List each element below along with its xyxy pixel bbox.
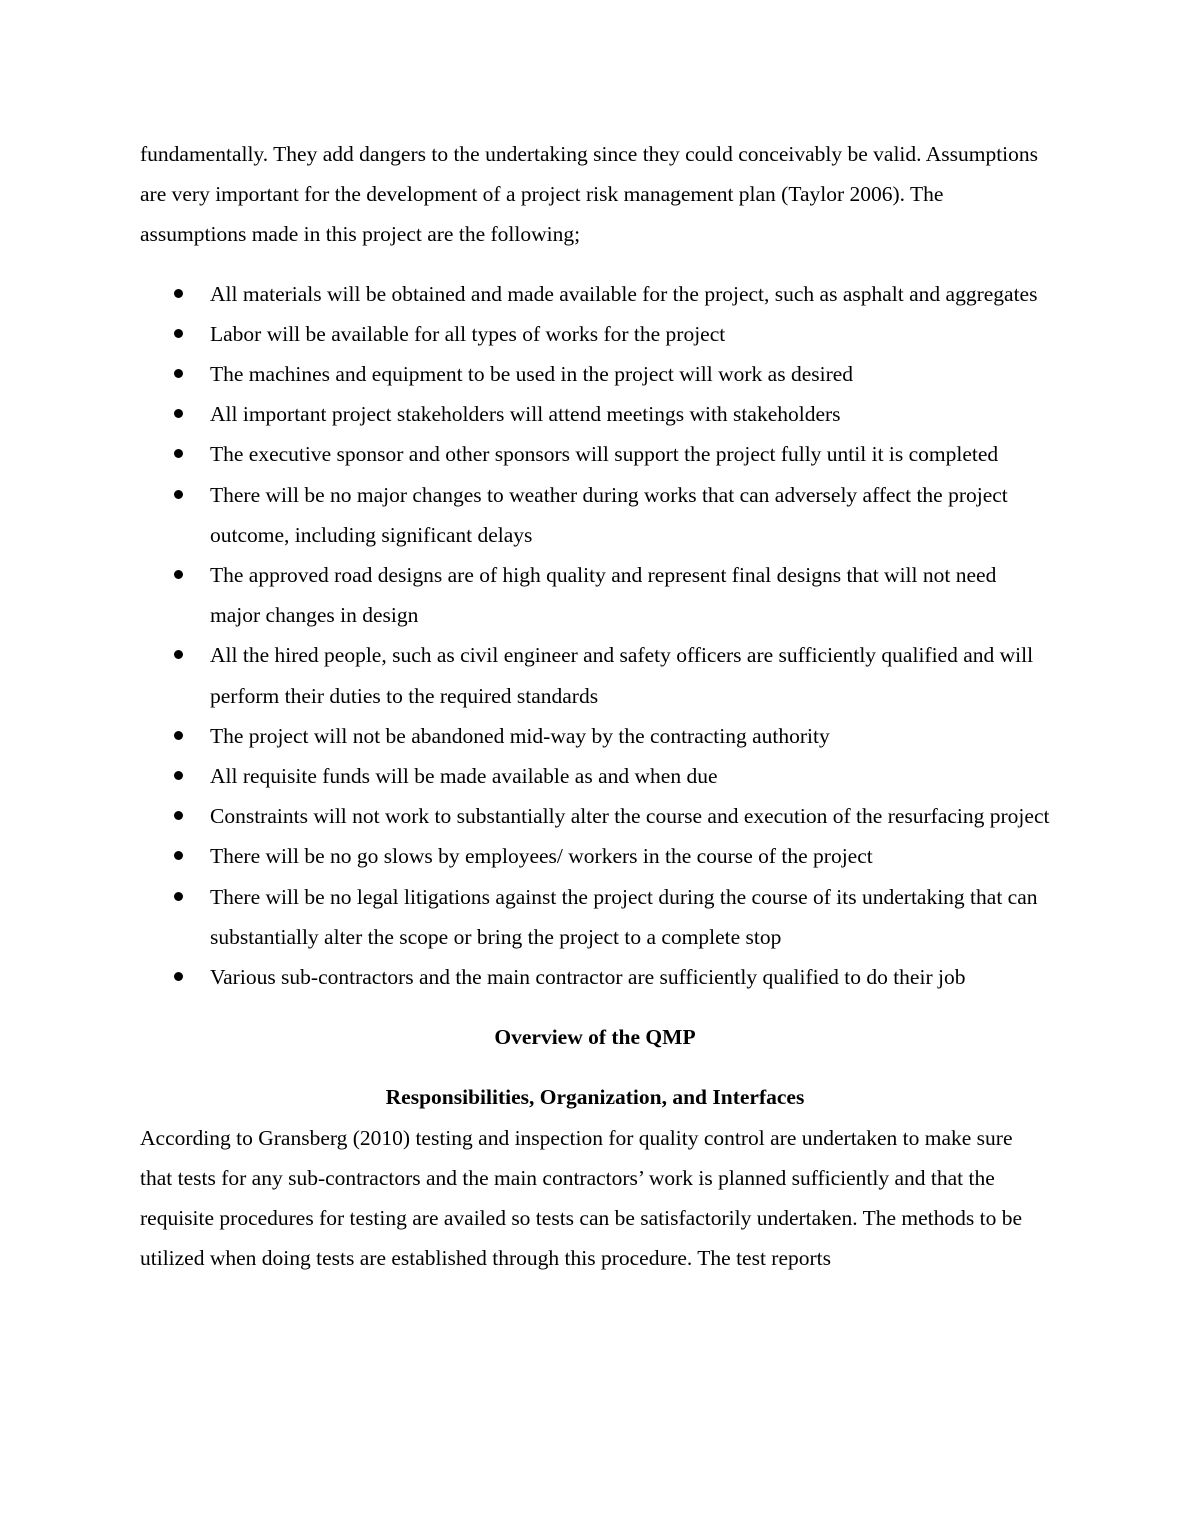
bullet-icon [174,771,183,780]
list-item [140,877,1050,957]
bullet-icon [174,289,183,298]
list-item [140,635,1050,715]
bullet-icon [174,731,183,740]
list-item-text: The machines and equipment to be used in the project will work as desired [210,362,854,387]
list-item-text: All important project stakeholders will attend meetings with stakeholders [210,402,841,427]
list-item [140,354,1050,394]
list-item-text: There will be no major changes to weather during works that can adversely affect the project outcome, including significant delays [210,482,1008,547]
bullet-icon [174,892,183,901]
bullet-icon [174,329,183,338]
bullet-icon [174,490,183,499]
list-item-text: Various sub-contractors and the main contractor are sufficiently qualified to do their job [210,965,966,990]
list-item [140,796,1050,836]
list-item [140,836,1050,876]
assumptions-list [140,274,1050,998]
list-item-text: There will be no legal litigations against the project during the course of its undertaking that can substantially alter the scope or bring the project to a complete stop [210,884,1038,949]
list-item [140,716,1050,756]
intro-paragraph: fundamentally. They add dangers to the undertaking since they could conceivably be valid. Assumptions are very important for the development of a project risk management plan (Taylor 2006). The assumptions made in this project are the following; [140,142,1039,247]
bullet-icon [174,851,183,860]
list-item-text: All the hired people, such as civil engineer and safety officers are sufficiently qualified and will perform their duties to the required standards [210,643,1034,708]
bullet-icon [174,409,183,418]
list-item [140,314,1050,354]
list-item-text: There will be no go slows by employees/ workers in the course of the project [210,844,873,869]
list-item-text: All materials will be obtained and made available for the project, such as asphalt and aggregates [210,281,1038,306]
list-item-text: The approved road designs are of high quality and represent final designs that will not need major changes in design [210,563,997,628]
list-item-text: The executive sponsor and other sponsors will support the project fully until it is completed [210,442,999,467]
list-item [140,394,1050,434]
list-item-text: All requisite funds will be made available as and when due [210,764,718,789]
bullet-icon [174,972,183,981]
bullet-icon [174,570,183,579]
list-item [140,434,1050,474]
list-item-text: Constraints will not work to substantially alter the course and execution of the resurfacing project [210,804,1050,829]
heading-responsibilities: Responsibilities, Organization, and Interfaces [385,1085,805,1110]
bullet-icon [174,811,183,820]
document-page [140,134,1050,1278]
list-item [140,957,1050,997]
list-item [140,274,1050,314]
heading-overview: Overview of the QMP [494,1025,696,1050]
bullet-icon [174,449,183,458]
list-item [140,555,1050,635]
list-item [140,475,1050,555]
list-item [140,756,1050,796]
bullet-icon [174,650,183,659]
list-item-text: The project will not be abandoned mid-way by the contracting authority [210,723,830,748]
closing-paragraph: According to Gransberg (2010) testing and inspection for quality control are undertaken to make sure that tests for any sub-contractors and the main contractors’ work is planned sufficiently and that the requisite procedures for testing are availed so tests can be satisfactorily undertaken. The methods to be utilized when doing tests are established through this procedure. The test reports [140,1125,1023,1271]
list-item-text: Labor will be available for all types of works for the project [210,321,726,346]
bullet-icon [174,369,183,378]
